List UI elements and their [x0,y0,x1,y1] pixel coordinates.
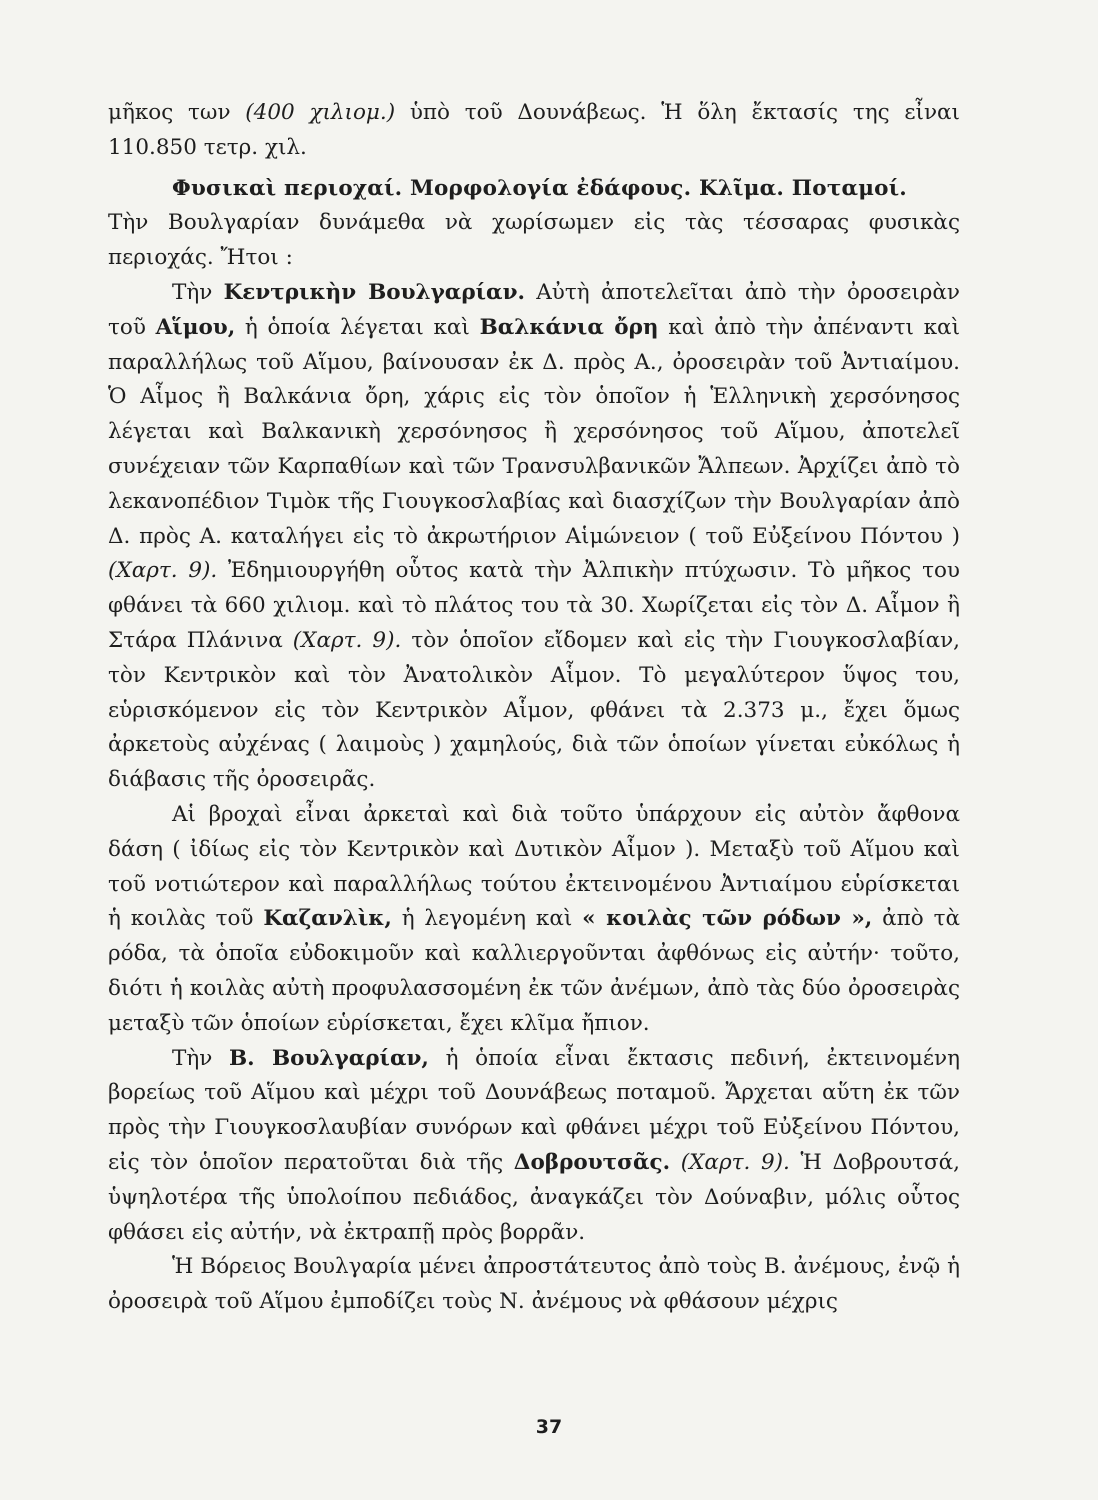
text-run [670,1150,681,1175]
text-run: Τὴν [172,1045,229,1071]
page-number: 37 [535,1416,563,1438]
bold-term: Αἵμου, [155,314,236,340]
paragraph-north-bulgaria [108,1042,960,1251]
bold-term: Δοβρουτσᾶς. [513,1149,671,1175]
bold-term: Β. Βουλγαρίαν, [229,1045,429,1071]
text-run: καὶ ἀπὸ τὴν ἀπέναντι καὶ παραλλήλως τοῦ Αἵμου, βαίνουσαν ἐκ Δ. πρὸς Α., ὀροσειρὰν τοῦ Ἀντιαίμου. Ὁ Αἷμος ἢ Βαλκάνια ὄρη, χάρις εἰς τὸν ὁποῖον ἡ Ἑλληνικὴ χερσόνησος λέγεται καὶ Βαλκανικὴ χερσόνησος ἢ χερσόνησος τοῦ Αἵμου, ἀποτελεῖ συνέχειαν τῶν Καρπαθίων καὶ τῶν Τρανσυλβανικῶν Ἄλπεων. Ἀρχίζει ἀπὸ τὸ λεκανοπέδιον Τιμὸκ τῆς Γιουγκοσλαβίας καὶ διασχίζων τὴν Βουλγαρίαν ἀπὸ Δ. πρὸς Α. καταλήγει εἰς τὸ ἀκρωτήριον Αἱμώνειον ( τοῦ Εὐξείνου Πόντου ) [108,314,961,549]
text-run: μῆκος των [108,100,246,125]
text-run: Ἡ Δοβρουτσά, ὑψηλοτέρα τῆς ὑπολοίπου πεδιάδος, ἀναγκάζει τὸν Δούναβιν, μόλις οὗτος φθάσει εἰς αὐτήν, νὰ ἐκτραπῇ πρὸς βορρᾶν. [108,1149,960,1245]
paragraph-central-bulgaria [108,276,960,798]
map-reference: (Χαρτ. 9). [292,627,402,653]
paragraph: Τὴν Βουλγαρίαν δυνάμεθα νὰ χωρίσωμεν εἰς τὰς τέσσαρας φυσικὰς περιοχάς. Ἤτοι : [108,210,960,271]
bold-term: Βαλκάνια ὄρη [479,314,659,340]
paragraph-climate: Ἡ Βόρειος Βουλγαρία μένει ἀπροστάτευτος ἀπὸ τοὺς Β. ἀνέμους, ἐνῷ ἡ ὀροσειρὰ τοῦ Αἵμου ἐμποδίζει τοὺς Ν. ἀνέμους νὰ φθάσουν μέχρις [108,1254,960,1315]
text-run: ἀπὸ τὰ ρόδα, τὰ ὁποῖα εὐδοκιμοῦν καὶ καλλιεργοῦνται ἀφθόνως εἰς αὐτήν· τοῦτο, διότι ἡ κοιλὰς αὐτὴ προφυλασσομένη ἐκ τῶν ἀνέμων, ἀπὸ τὰς δύο ὀροσειρὰς μεταξὺ τῶν ὁποίων εὑρίσκεται, ἔχει κλῖμα ἤπιον. [108,906,960,1036]
section-heading: Φυσικαὶ περιοχαί. Μορφολογία ἐδάφους. Κλῖμα. Ποταμοί. [172,175,907,201]
italic-run: (400 χιλιομ.) [245,100,396,125]
paragraph-rain [108,798,960,1042]
text-run: ὑπὸ τοῦ Δουνάβεως. Ἡ ὅλη ἔκτασίς της εἶναι 110.850 τετρ. χιλ. [108,100,960,160]
text-run: Τὴν [172,279,224,305]
text-run: ἡ ὁποία λέγεται καὶ [235,314,480,340]
text-run: τὸν ὁποῖον εἴδομεν καὶ εἰς τὴν Γιουγκοσλαβίαν, τὸν Κεντρικὸν καὶ τὸν Ἀνατολικὸν Αἷμον. Τὸ μεγαλύτερον ὕψος του, εὑρισκόμενον εἰς τὸν Κεντρικὸν Αἷμον, φθάνει τὰ 2.373 μ., ἔχει ὅμως ἀρκετοὺς αὐχένας ( λαιμοὺς ) χαμηλούς, διὰ τῶν ὁποίων γίνεται εὐκόλως ἡ διάβασις τῆς ὀροσειρᾶς. [108,627,960,793]
bold-term: Κεντρικὴν Βουλγαρίαν. [223,279,525,305]
text-run: ἡ λεγομένη καὶ [391,906,583,932]
map-reference: (Χαρτ. 9). [108,558,218,584]
body-text [108,96,960,1320]
paragraph-continuation [108,96,960,166]
bold-term: Καζανλὶκ, [263,906,392,932]
text-run: Αὐτὴ ἀποτελεῖται ἀπὸ τὴν ὀροσειρὰν τοῦ [108,279,960,340]
text-run: ἡ ὁποία εἶναι ἔκτασις πεδινή, ἐκτεινομένη βορείως τοῦ Αἵμου καὶ μέχρι τοῦ Δουνάβεως ποταμοῦ. Ἄρχεται αὕτη ἐκ τῶν πρὸς τὴν Γιουγκοσλαυβίαν συνόρων καὶ φθάνει μέχρι τοῦ Εὐξείνου Πόντου, εἰς τὸν ὁποῖον περατοῦται διὰ τῆς [108,1045,960,1175]
map-reference: (Χαρτ. 9). [680,1149,790,1175]
bold-term: « κοιλὰς τῶν ρόδων », [582,906,873,932]
text-run: Ἐδημιουργήθη οὗτος κατὰ τὴν Ἀλπικὴν πτύχωσιν. Τὸ μῆκος του φθάνει τὰ 660 χιλιομ. καὶ τὸ πλάτος του τὰ 30. Χωρίζεται εἰς τὸν Δ. Αἷμον ἢ Στάρα Πλάνινα [108,558,960,653]
text-run: Αἱ βροχαὶ εἶναι ἀρκεταὶ καὶ διὰ τοῦτο ὑπάρχουν εἰς αὐτὸν ἄφθονα δάση ( ἰδίως εἰς τὸν Κεντρικὸν καὶ Δυτικὸν Αἷμον ). Μεταξὺ τοῦ Αἵμου καὶ τοῦ νοτιώτερον καὶ παραλλήλως τούτου ἐκτεινομένου Ἀντιαίμου εὑρίσκεται ἡ κοιλὰς τοῦ [108,801,960,932]
